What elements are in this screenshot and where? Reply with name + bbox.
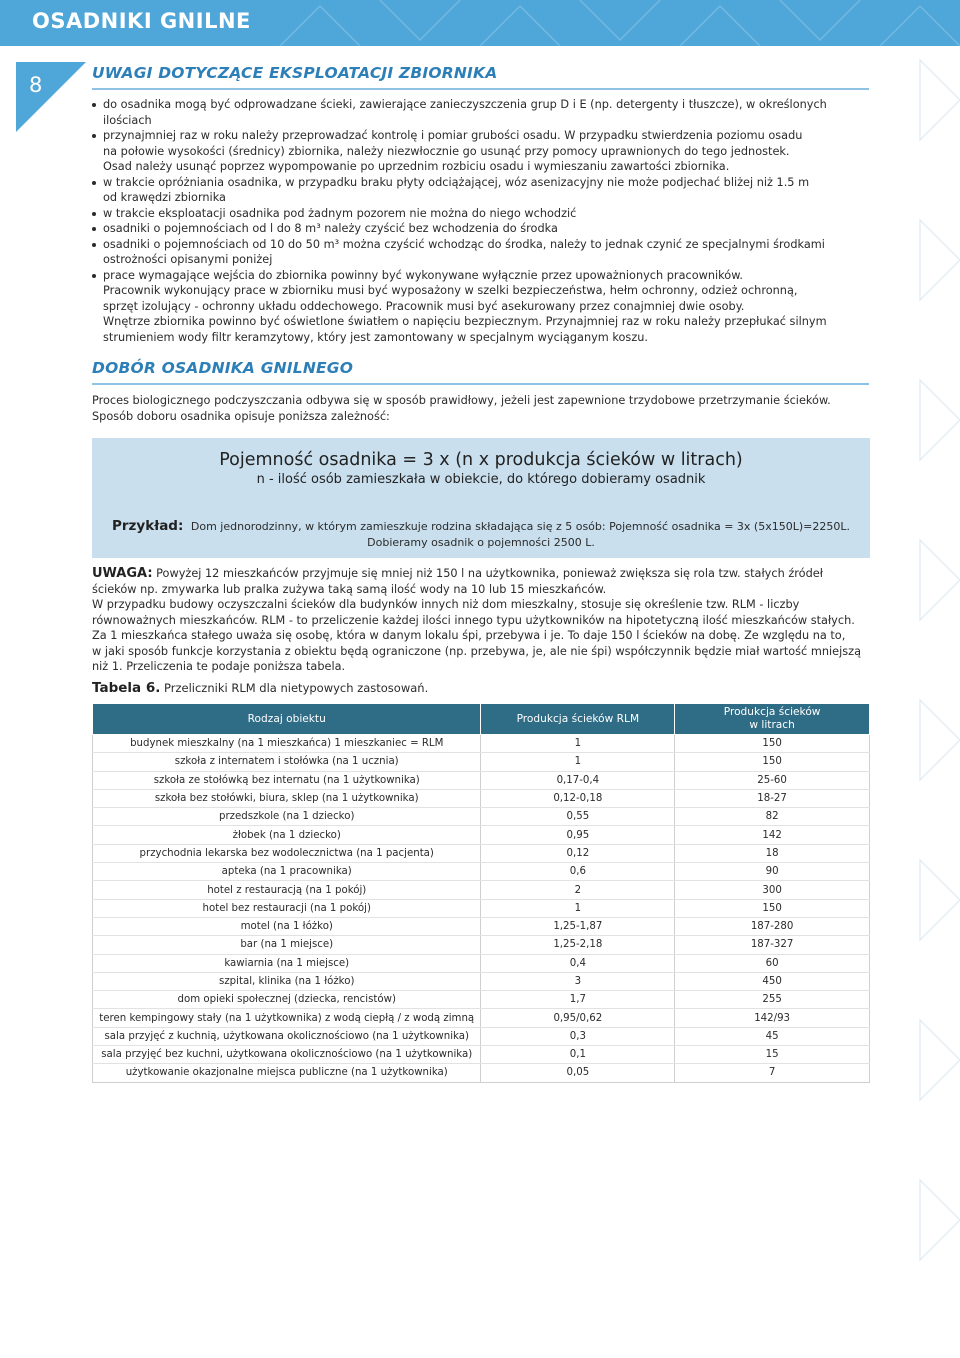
table-cell: 450 [675, 972, 870, 990]
table-row [93, 1009, 870, 1027]
table-cell: przedszkole (na 1 dziecko) [93, 808, 481, 826]
table-row [93, 826, 870, 844]
table-cell: 0,55 [481, 808, 675, 826]
intro-line: Sposób doboru osadnika opisuje poniższa zależność: [92, 409, 390, 423]
table-row [93, 808, 870, 826]
warning-line: w jaki sposób funkcje korzystania z obiektu będą ograniczone (np. przebywa, je, ale nie śpi) współczynnik będzie miał wartość mniejszą [92, 644, 861, 658]
table-caption-label: Tabela 6. [92, 680, 161, 696]
table-row [93, 899, 870, 917]
table-row [93, 789, 870, 807]
note-line: sprzęt izolujący - ochronny układu oddechowego. Pracownik musi być asekurowany przez conajmniej dwie osoby. [103, 299, 745, 313]
intro-line: Proces biologicznego podczyszczania odbywa się w sposób prawidłowy, jeżeli jest zapewnione trzydobowe przetrzymanie ścieków. [92, 394, 831, 407]
table-cell: 0,95/0,62 [481, 1009, 675, 1027]
table-caption-text: Przeliczniki RLM dla nietypowych zastosowań. [160, 681, 429, 695]
table-row [93, 1027, 870, 1045]
note-line: Wnętrze zbiornika powinno być oświetlone światłem o napięciu bezpiecznym. Przynajmniej raz w roku należy przepłukać silnym [103, 315, 827, 328]
table-cell: szkoła ze stołówką bez internatu (na 1 użytkownika) [93, 771, 481, 789]
table-cell: 0,3 [481, 1027, 675, 1045]
warning-text: Powyżej 12 mieszkańców przyjmuje się mniej niż 150 l na użytkownika, ponieważ zwiększa się rola tzw. stałych źródeł [152, 567, 823, 580]
table-cell: żłobek (na 1 dziecko) [93, 826, 481, 844]
example-line [92, 518, 870, 534]
warning-line: W przypadku budowy oczyszczalni ścieków dla budynków innych niż dom mieszkalny, stosuje się określenie tzw. RLM - liczby [92, 598, 800, 611]
table-cell: 3 [481, 972, 675, 990]
table-cell: 18 [675, 844, 870, 862]
table-cell: 150 [675, 735, 870, 753]
column-header: Rodzaj obiektu [93, 704, 481, 735]
table-cell: 45 [675, 1027, 870, 1045]
table-cell: przychodnia lekarska bez wodolecznictwa (na 1 pacjenta) [93, 844, 481, 862]
warning-line [92, 566, 872, 582]
example-text: Dom jednorodzinny, w którym zamieszkuje rodzina składająca się z 5 osób: Pojemność osadnika = 3x (5x150L)=2250L. [190, 520, 850, 533]
note-line: Pracownik wykonujący prace w zbiorniku musi być wyposażony w szelki bezpieczeństwa, hełm ochronny, odzież ochronną, [103, 284, 798, 297]
header-title: OSADNIKI GNILNE [32, 9, 251, 33]
table-cell: 0,6 [481, 863, 675, 881]
table-cell: 0,05 [481, 1064, 675, 1082]
table-cell: 82 [675, 808, 870, 826]
table-cell: 1,25-2,18 [481, 936, 675, 954]
table-cell: 1 [481, 899, 675, 917]
table-row [93, 972, 870, 990]
table-row [93, 1064, 870, 1082]
table-cell: 142 [675, 826, 870, 844]
table-cell: 0,4 [481, 954, 675, 972]
table-cell: 300 [675, 881, 870, 899]
warning-line: równoważnych mieszkańców. RLM - to przeliczenie każdej ilości innego typu użytkowników na hipotetyczną ilość mieszkańców stałych. [92, 613, 855, 627]
note-line: osadniki o pojemnościach od 10 do 50 m³ można czyścić wchodząc do środka, należy to jednak czynić ze specjalnymi środkami [90, 237, 870, 253]
table-cell: bar (na 1 miejsce) [93, 936, 481, 954]
note-line: od krawędzi zbiornika [103, 191, 226, 204]
table-cell: 60 [675, 954, 870, 972]
table-row [93, 753, 870, 771]
table-cell: apteka (na 1 pracownika) [93, 863, 481, 881]
table-row [93, 1046, 870, 1064]
note-line: strumieniem wody filtr keramzytowy, który jest zamontowany w specjalnym wyciąganym koszu. [103, 330, 649, 344]
table-cell: 150 [675, 899, 870, 917]
table-cell: 142/93 [675, 1009, 870, 1027]
table-cell: sala przyjęć bez kuchni, użytkowana okolicznościowo (na 1 użytkownika) [93, 1046, 481, 1064]
page-number-tab [16, 62, 86, 132]
table-cell: 187-280 [675, 917, 870, 935]
table-cell: 90 [675, 863, 870, 881]
table-caption [92, 680, 428, 696]
table-cell: motel (na 1 łóżko) [93, 917, 481, 935]
table-cell: 0,1 [481, 1046, 675, 1064]
section-divider [92, 88, 869, 90]
warning-line: ścieków np. zmywarka lub pralka zużywa taką samą ilość wody na 10 lub 15 mieszkańców. [92, 582, 607, 596]
header-line: w litrach [749, 719, 795, 731]
table-cell: 15 [675, 1046, 870, 1064]
section-title-selection: DOBÓR OSADNIKA GNILNEGO [92, 359, 354, 377]
table-row [93, 735, 870, 753]
table-header-row [93, 704, 870, 735]
table-cell: 187-327 [675, 936, 870, 954]
table-body [93, 735, 870, 1083]
table-cell: 0,17-0,4 [481, 771, 675, 789]
table-row [93, 881, 870, 899]
table-row [93, 844, 870, 862]
table-cell: 2 [481, 881, 675, 899]
table-cell: kawiarnia (na 1 miejsce) [93, 954, 481, 972]
table-cell: 7 [675, 1064, 870, 1082]
table-cell: budynek mieszkalny (na 1 mieszkańca) 1 mieszkaniec = RLM [93, 735, 481, 753]
table-cell: hotel bez restauracji (na 1 pokój) [93, 899, 481, 917]
warning-line: Za 1 mieszkańca stałego uważa się osobę, która w danym lokalu śpi, przebywa i je. To daje 150 l ścieków na dobę. Ze względu na to, [92, 629, 846, 642]
formula: Pojemność osadnika = 3 x (n x produkcja ścieków w litrach) [219, 450, 743, 470]
formula-box [92, 438, 870, 558]
table-row [93, 863, 870, 881]
note-line: w trakcie opróżniania osadnika, w przypadku braku płyty odciążającej, wóz asenizacyjny nie może podjechać bliżej niż 1.5 m [90, 175, 870, 191]
note-line: na połowie wysokości (średnicy) zbiornika, należy niezwłocznie go usunąć przy pomocy uprawnionych do tego jednostek. [103, 144, 790, 158]
header-pattern [240, 0, 960, 46]
table-cell: 18-27 [675, 789, 870, 807]
example-label: Przykład: [112, 518, 184, 534]
column-header [675, 704, 870, 735]
note-line: w trakcie eksploatacji osadnika pod żadnym pozorem nie można do niego wchodzić [90, 206, 870, 222]
note-line: przynajmniej raz w roku należy przeprowadzać kontrolę i pomiar grubości osadu. W przypadku stwierdzenia poziomu osadu [90, 128, 870, 144]
formula-note: n - ilość osób zamieszkała w obiekcie, do którego dobieramy osadnik [256, 472, 706, 487]
table-cell: szkoła bez stołówki, biura, sklep (na 1 użytkownika) [93, 789, 481, 807]
note-line: do osadnika mogą być odprowadzane ścieki, zawierające zanieczyszczenia grup D i E (np. detergenty i tłuszcze), w określonych ilościach [90, 97, 870, 128]
example-result: Dobieramy osadnik o pojemności 2500 L. [367, 536, 595, 549]
note-line: Osad należy usunąć poprzez wypompowanie po uprzednim rozbiciu osadu i wymieszaniu zawartości zbiornika. [103, 160, 730, 173]
table-cell: sala przyjęć z kuchnią, użytkowana okolicznościowo (na 1 użytkownika) [93, 1027, 481, 1045]
table-cell: 0,12-0,18 [481, 789, 675, 807]
table-cell: użytkowanie okazjonalne miejsca publiczne (na 1 użytkownika) [93, 1064, 481, 1082]
table-cell: 0,95 [481, 826, 675, 844]
note-line: osadniki o pojemnościach od l do 8 m³ należy czyścić bez wchodzenia do środka [90, 221, 870, 237]
table-row [93, 954, 870, 972]
section-title-operation: UWAGI DOTYCZĄCE EKSPLOATACJI ZBIORNIKA [92, 64, 498, 82]
warning-paragraph [92, 566, 872, 675]
table-cell: 1 [481, 735, 675, 753]
table-cell: 1 [481, 753, 675, 771]
table-cell: hotel z restauracją (na 1 pokój) [93, 881, 481, 899]
table-cell: szkoła z internatem i stołówka (na 1 ucznia) [93, 753, 481, 771]
table-row [93, 771, 870, 789]
side-pattern [860, 0, 960, 1358]
warning-label: UWAGA: [92, 566, 153, 581]
intro-paragraph [92, 393, 872, 424]
table-row [93, 991, 870, 1009]
table-cell: 25-60 [675, 771, 870, 789]
note-line: ostrożności opisanymi poniżej [103, 253, 273, 266]
warning-line: niż 1. Przeliczenia te podaje poniższa tabela. [92, 660, 346, 673]
table-cell: 0,12 [481, 844, 675, 862]
table-row [93, 917, 870, 935]
note-line: prace wymagające wejścia do zbiornika powinny być wykonywane wyłącznie przez upoważnionych pracowników. [90, 268, 870, 284]
table-cell: szpital, klinika (na 1 łóżko) [93, 972, 481, 990]
table-cell: dom opieki społecznej (dziecka, rencistów) [93, 991, 481, 1009]
table-cell: 1,25-1,87 [481, 917, 675, 935]
table-row [93, 936, 870, 954]
rlm-table [92, 703, 870, 1083]
header-line: Produkcja ścieków [723, 706, 821, 718]
operation-notes-list [90, 97, 870, 345]
table-cell: teren kempingowy stały (na 1 użytkownika) z wodą ciepłą / z wodą zimną [93, 1009, 481, 1027]
table-cell: 255 [675, 991, 870, 1009]
table-cell: 150 [675, 753, 870, 771]
page-number: 8 [29, 73, 43, 97]
page-header [0, 0, 960, 46]
table-cell: 1,7 [481, 991, 675, 1009]
column-header: Produkcja ścieków RLM [481, 704, 675, 735]
section-divider [92, 383, 869, 385]
